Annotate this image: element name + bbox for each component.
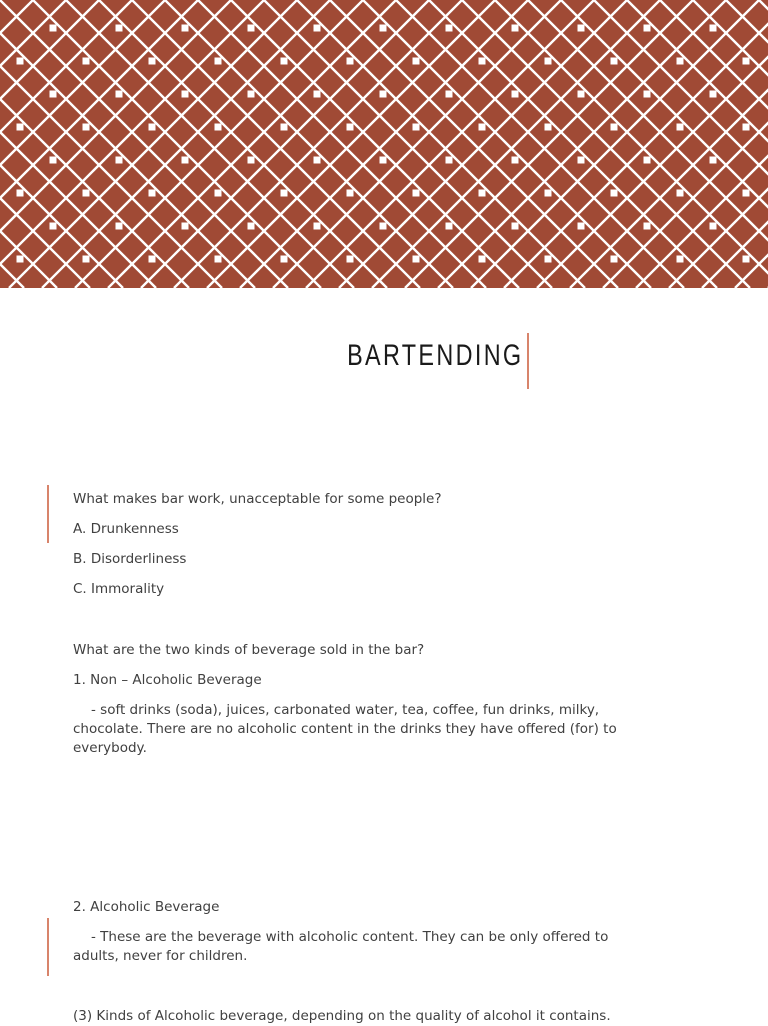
option-b: B. Disorderliness: [73, 551, 187, 567]
text-alcoholic: - These are the beverage with alcoholic content. They can be only offered to adults, never for children.: [73, 929, 609, 964]
section-alcoholic: [73, 898, 653, 1026]
section-accent-rule-1: [47, 485, 49, 543]
kinds-alcoholic-line: (3) Kinds of Alcoholic beverage, depending on the quality of alcohol it contains.: [73, 1008, 611, 1024]
section-accent-rule-2: [47, 918, 49, 976]
slide-title: BARTENDING: [347, 339, 524, 372]
decorative-pattern-banner: [0, 0, 768, 288]
option-a: A. Drunkenness: [73, 521, 179, 537]
heading-non-alcoholic: 1. Non – Alcoholic Beverage: [73, 672, 262, 688]
title-accent-rule: [527, 333, 529, 389]
question-bar-work: What makes bar work, unacceptable for some people?: [73, 491, 442, 507]
section-beverage-kinds: [73, 641, 653, 758]
question-beverage-kinds: What are the two kinds of beverage sold in the bar?: [73, 642, 425, 658]
heading-alcoholic: 2. Alcoholic Beverage: [73, 899, 220, 915]
option-c: C. Immorality: [73, 581, 165, 597]
diamond-pattern: [0, 0, 768, 288]
section-bar-work: [73, 490, 653, 599]
text-non-alcoholic: - soft drinks (soda), juices, carbonated water, tea, coffee, fun drinks, milky, chocolate. There are no alcoholic content in the drinks they have offered (for) to everybody.: [73, 702, 617, 756]
